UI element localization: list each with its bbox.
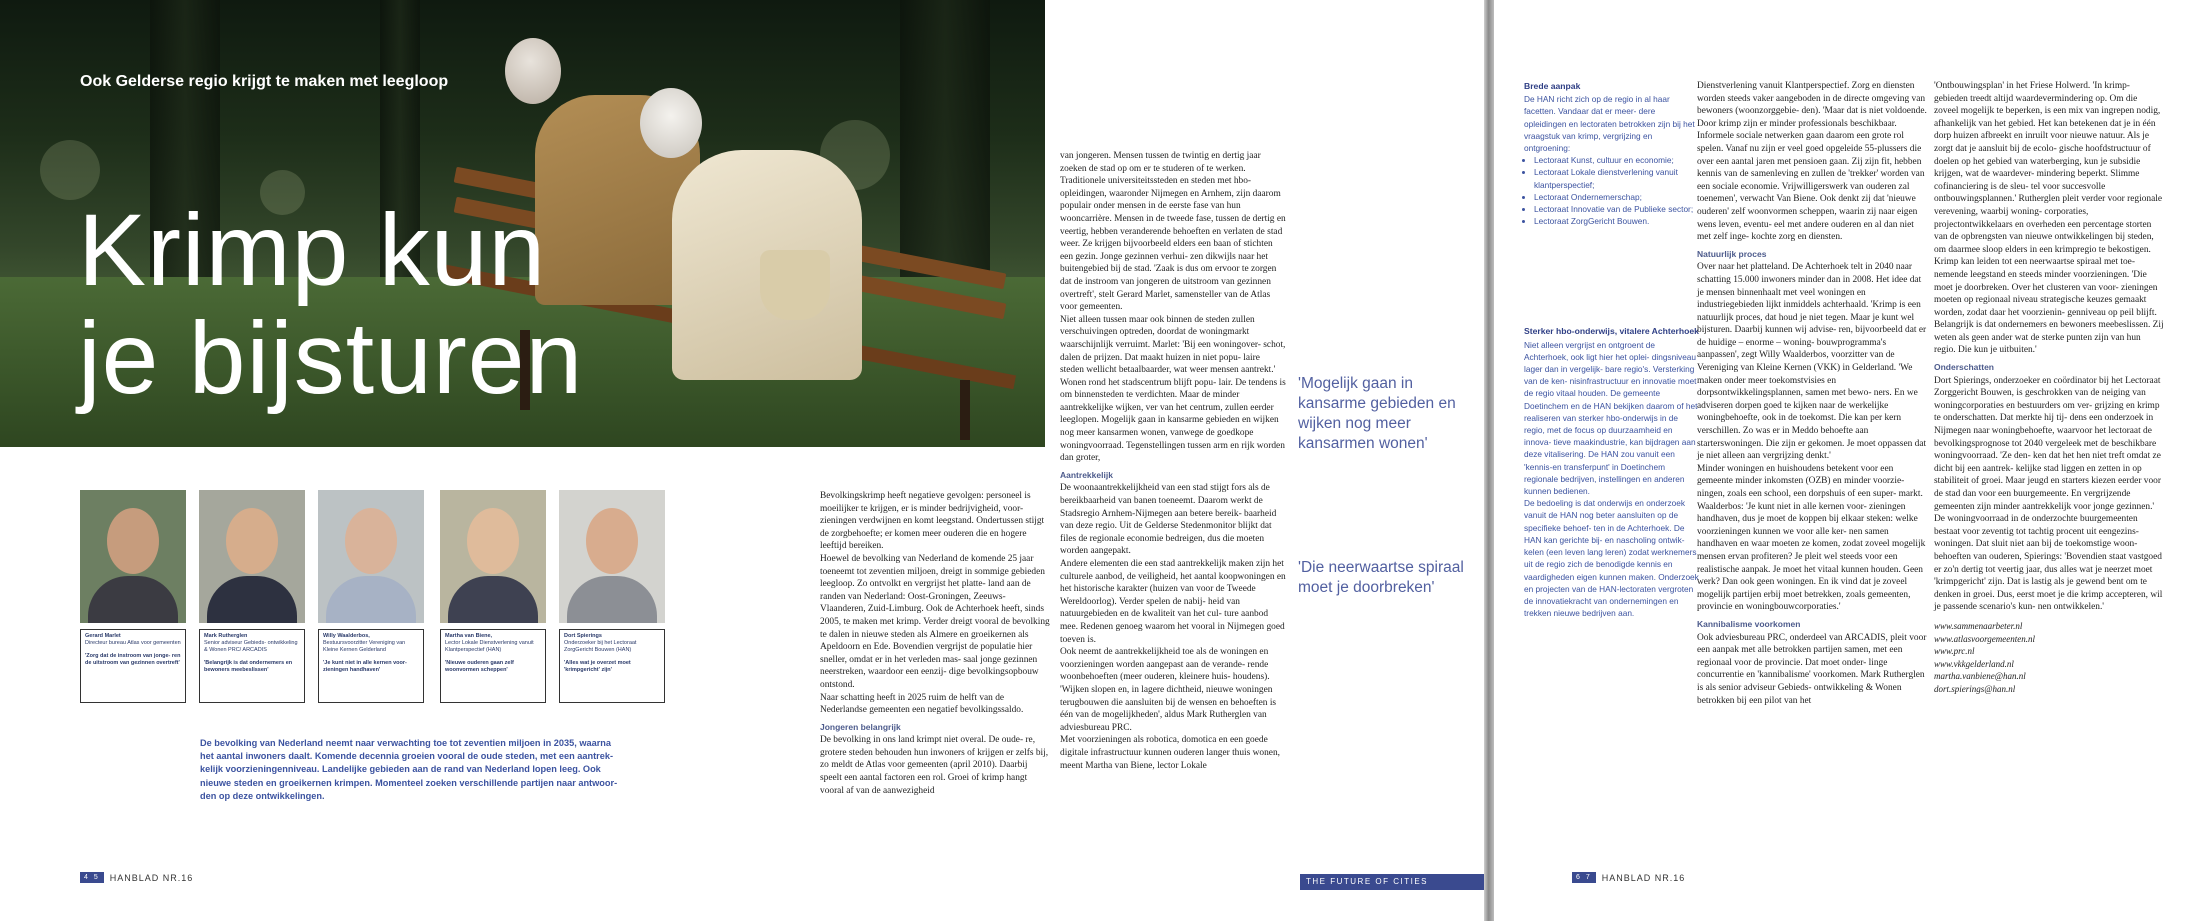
pull-quote: 'Die neerwaartse spiraal moet je doorbreken' xyxy=(1298,559,1464,596)
list-item: • Lectoraat Ondernemerschap; xyxy=(1534,191,1700,203)
person-quote: 'Nieuwe ouderen gaan zelf woonvormen scheppen' xyxy=(445,660,514,673)
sidebar-paragraph: Niet alleen vergrijst en ontgroent de Achterhoek, ook ligt hier het oplei- dingsniveau lager dan in vergelijk- bare regio's. Versterking van de ken- nisinfrastructuur en innovatie moet de regio vitaal houden. De gemeente Doetinchem en de HAN bekijken daarom of het realiseren van sterker hbo-onderwijs in de regio, met de focus op duurzaamheid en innova- tieve maakindustrie, kan bijdragen aan deze vitalisering. De HAN zou vanuit een 'kennis-en transferpunt' in Doetinchem regionale bedrijven, instellingen en anderen kunnen bedienen. xyxy=(1524,339,1698,497)
email-link[interactable]: dort.spierings@han.nl xyxy=(1934,683,2016,694)
body-paragraph: 'Ontbouwingsplan' in het Friese Holwerd. 'In krimp- gebieden treedt altijd waardevermindering op. Om die zoveel mogelijk te beperken, is een mix van ingrepen nodig, afhankelijk van het gebied. Het kan betekenen dat je in één dorp huizen afbreekt en inruilt voor nieuwe natuur. Als je zorgt dat je aansluit bij de ecolo- gische hoofdstructuur of doelen op het gebied van waterberging, kun je subsidie krijgen, wat de waardever- mindering beperkt. Slimme cofinanciering is de sleu- tel voor succesvolle ontbouwingsplannen.' Rutherglen pleit verder voor regionale verevening, waarbij woning- corporaties, projectontwikkelaars en overheden een percentage storten van de opbrengsten van nieuwe ontwikkelingen bij steden, om daarmee sloop elders in een krimpregio te bekostigen. xyxy=(1934,81,2163,255)
lectorate-list xyxy=(1524,154,1700,227)
body-column xyxy=(1697,80,1927,707)
face xyxy=(345,508,397,574)
person-name: Dort Spierings xyxy=(564,633,602,639)
page-folio xyxy=(80,872,193,883)
face xyxy=(467,508,519,574)
portrait-photo xyxy=(559,490,665,623)
person-role: Bestuursvoorzitter Vereniging van Kleine Kernen Gelderland xyxy=(323,640,406,653)
page-number: 4 5 xyxy=(80,872,104,883)
bokeh-light xyxy=(40,140,100,200)
portrait-caption xyxy=(318,629,424,703)
portrait-caption xyxy=(559,629,665,703)
body-paragraph: Naar schatting heeft in 2025 ruim de helft van de Nederlandse gemeenten een negatief bevolkingssaldo. xyxy=(820,692,1024,716)
shoulders xyxy=(448,576,538,623)
person-quote: 'Alles wat je overzet moet 'krimpgericht' zijn' xyxy=(564,660,631,673)
hero-kicker: Ook Gelderse regio krijgt te maken met leegloop xyxy=(80,73,449,90)
list-item: • Lectoraat ZorgGericht Bouwen. xyxy=(1534,215,1700,227)
hero-photo xyxy=(0,0,1045,447)
portrait-caption xyxy=(440,629,546,703)
body-paragraph: Andere elementen die een stad aantrekkelijk maken zijn het culturele aanbod, de veiligheid, het aantal koopwoningen en het historische karakter (huizen van voor de Tweede Wereldoorlog). Verder spelen de nabij- heid van natuurgebieden en de kwaliteit van het cul- ture aanbod mee. Redenen genoeg waarom het vooral in Nijmegen goed toeven is. xyxy=(1060,559,1286,645)
magazine-name: HANBLAD NR.16 xyxy=(109,872,194,883)
body-paragraph: Minder woningen en huishoudens betekent voor een gemeente minder inkomsten (OZB) en minder voorzie- ningen, zoals een school, een dorpshuis of een super- markt. Waalderbos: 'Je kunt niet in alle kernen voor- zieningen handhaven, dus je moet de koppen bij elkaar steken: welke voorzieningen kunnen we voor alle ker- nen samen handhaven en waar moeten ze komen, zodat zoveel mogelijk mensen ervan profiteren? Je pleit wel steeds voor een realistische aanpak. Je moet het vitaal kunnen houden. Geen werk? Dan ook geen woningen. En ik vind dat je zoveel mogelijk partijen erbij moet betrekken, zoals gemeenten, provincie en woningbouwcorporaties.' xyxy=(1697,463,1926,613)
person-name: Gerard Marlet xyxy=(85,633,121,639)
body-paragraph: Hoewel de bevolking van Nederland de komende 25 jaar toeneemt tot zeventien miljoen, dreigt in sommige gebieden leegloop. Zo ontvolkt en vergrijst het platte- land aan de randen van Nederland: Oost-Groningen, Zeeuws-Vlaanderen, Zuid-Limburg. Ook de Achterhoek heeft, sinds 2005, te maken met krimp. Verder dreigt vooral de bevolking te dalen in nieuwe steden als Almere en groeikernen als Apeldoorn en Ede. Bovendien vergrijst de populatie hier sneller, omdat er in het verleden mas- saal jonge gezinnen neerstreken, waardoor een eenzij- dige bevolkingsopbouw ontstond. xyxy=(820,553,1050,690)
body-paragraph: Ook adviesbureau PRC, onderdeel van ARCADIS, pleit voor een aanpak met alle betrokken partijen samen, met een regionaal voor de provincie. Dat moet onder- linge concurrentie en 'kannibalisme' voorkomen. Mark Rutherglen is als senior adviseur Gebieds- ontwikkeling & Wonen betrokken bij een pilot van het xyxy=(1697,632,1927,706)
body-column xyxy=(1934,80,2164,696)
page-gutter xyxy=(1484,0,1494,921)
portrait-card xyxy=(199,490,305,703)
body-paragraph: Dort Spierings, onderzoeker en coördinator bij het Lectoraat Zorggericht Bouwen, is geschrokken van de neiging van woningcorporaties en bestuurders om ver- grijzing en krimp te onderschatten. Dat merkte hij tij- dens een onderzoek in Nijmegen naar woningbehoefte, waarvoor het lectoraat de bevolkingsprognose tot 2040 vergeleek met de beschikbare woningvoorraad. 'Ze den- ken dat het hen niet treft omdat ze dicht bij een aantrek- kelijke stad liggen en zetten in op stabiliteit of groei. Maar jeugd en starters kiezen eerder voor de stad dan voor een buurgemeente. En vergrijzende gemeenten zijn minder aantrekkelijk voor jonge gezinnen.' xyxy=(1934,375,2161,512)
web-link[interactable]: www.atlasvoorgemeenten.nl xyxy=(1934,633,2035,644)
body-paragraph: Ook neemt de aantrekkelijkheid toe als de woningen en voorzieningen worden aangepast aan de verande- rende woonbehoeften (meer ouderen, kleinere huis- houdens). 'Wijken slopen en, in lagere dichtheid, nieuwe woningen terugbouwen die aansluiten bij de wensen en behoeften is één van de mogelijkheden', aldus Mark Rutherglen van adviesbureau PRC. xyxy=(1060,647,1277,733)
article-title xyxy=(78,193,584,415)
list-item: • Lectoraat Kunst, cultuur en economie; xyxy=(1534,154,1700,166)
sidebar-paragraph: De bedoeling is dat onderwijs en onderzoek vanuit de HAN nog beter aansluiten op de specifieke behoef- ten in de Achterhoek. De HAN kan gerichte bij- en nascholing ontwik- kelen (een leven lang leren) zodat werknemers uit de regio zich de benodigde kennis en vaardigheden eigen kunnen maken. Onderzoek en projecten van de HAN-lectoraten vergroten de innovatiekracht van ondernemingen en trekken nieuwe bedrijven aan. xyxy=(1524,498,1699,619)
body-paragraph: De woonaantrekkelijkheid van een stad stijgt fors als de bereikbaarheid van banen toeneemt. Daarom werkt de Stadsregio Arnhem-Nijmegen aan betere bereik- baarheid van deze regio. Uit de Gelderse Stedenmonitor blijkt dat files de regionale economie bedreigen, dus die moeten worden aangepakt. xyxy=(1060,483,1277,557)
page-number: 6 7 xyxy=(1572,872,1596,883)
shoulders xyxy=(567,576,657,623)
shoulders xyxy=(207,576,297,623)
sidebar-box xyxy=(1524,80,1700,619)
portrait-caption xyxy=(80,629,186,703)
portrait-card xyxy=(80,490,186,703)
sidebar-heading: Sterker hbo-onderwijs, vitalere Achterhoek xyxy=(1524,326,1699,337)
section-label: THE FUTURE OF CITIES xyxy=(1300,874,1484,890)
web-link[interactable]: www.prc.nl xyxy=(1934,646,1975,657)
shoulders xyxy=(88,576,178,623)
body-column xyxy=(820,490,1050,797)
magazine-name: HANBLAD NR.16 xyxy=(1601,872,1686,883)
body-paragraph: Bevolkingskrimp heeft negatieve gevolgen: personeel is moeilijker te krijgen, er is minder bedrijvigheid, voor- zieningen verdwijnen en komt leegstand. Ondertussen stijgt de zorgbehoefte; er komen meer ouderen die en hogere leeftijd bereiken. xyxy=(820,491,1045,552)
person-quote: 'Je kunt niet in alle kernen voor- zieningen handhaven' xyxy=(323,660,407,673)
person-role: Senior adviseur Gebieds- ontwikkeling & Wonen PRC/ ARCADIS xyxy=(204,640,298,653)
bench-leg xyxy=(960,380,970,440)
web-link[interactable]: www.vkkgelderland.nl xyxy=(1934,658,2014,669)
subheading: Jongeren belangrijk xyxy=(820,721,901,732)
person-name: Willy Waalderbos, xyxy=(323,633,370,639)
subheading: Natuurlijk proces xyxy=(1697,248,1767,259)
body-column xyxy=(1060,150,1286,772)
portrait-photo xyxy=(199,490,305,623)
body-paragraph: De woningvoorraad in de onderzochte buurgemeenten bestaat voor zeventig tot tachtig procent uit eengezins- woningen. Dat sluit niet aan bij de toekomstige woon- behoeften van ouderen, Spierings: 'Bovendien staat vastgoed er zo'n dertig tot veertig jaar, dus alles wat je neerzet moet 'krimpgericht' zijn. Dat is lastig als je gewend bent om te denken in groei. Dus, eerst moet je die krimp accepteren, wil je passende scenario's kun- nen ontwikkelen.' xyxy=(1934,514,2163,613)
body-paragraph: Niet alleen tussen maar ook binnen de steden zullen verschuivingen optreden, doordat de woningmarkt waarschijnlijk verruimt. Marlet: 'Bij een woningover- schot, dalen de prijzen. Dat maakt huizen in niet popu- laire steden wellicht betaalbaarder, wat weer mensen aantrekt.' Wonen rond het stadscentrum blijft popu- lair. De tendens is om binnensteden te verdichten. Maar de minder aantrekkelijke wijken, ver van het centrum, zullen eerder leeglopen. Mogelijk gaan in kansarme gebieden en wijken nog meer kansarmen wonen, vanwege de goedkope woningvoorraad. Tegenstellingen tussen arm en rijk worden dan groter, xyxy=(1060,314,1286,464)
portrait-card xyxy=(559,490,665,703)
pull-quote: 'Mogelijk gaan in kansarme gebieden en wijken nog meer kansarmen wonen' xyxy=(1298,375,1456,452)
body-paragraph: De bevolking in ons land krimpt niet overal. De oude- re, grotere steden behouden hun inwoners of krijgen er zelfs bij, zo meldt de Atlas voor gemeenten (april 2010). Daarbij speelt een aantal factoren een rol. Groei of krimp hangt vooral af van de aanwezigheid xyxy=(820,735,1049,796)
portrait-photo xyxy=(318,490,424,623)
person-role: Directeur bureau Atlas voor gemeenten xyxy=(85,640,181,646)
face xyxy=(586,508,638,574)
person-quote: 'Zorg dat de instroom van jonge- ren de uitstroom van gezinnen overtreft' xyxy=(85,653,181,666)
subheading: Onderschatten xyxy=(1934,362,1994,373)
person-name: Martha van Biene, xyxy=(445,633,493,639)
person-role: Lector Lokale Dienstverlening vanuit Klantperspectief (HAN) xyxy=(445,640,534,653)
body-paragraph: van jongeren. Mensen tussen de twintig en dertig jaar zoeken de stad op om er te studeren of te werken. Traditionele universiteitssteden en steden met hbo- opleidingen, waaronder Nijmegen en Arnhem, zijn daarom populair onder mensen in de eerste fase van hun wooncarrière. Mensen in de tweede fase, tussen de dertig en veertig, hebben veranderende behoeften en verlaten de stad weer. Ze krijgen bijvoorbeeld elders een baan of stichten een gezin. Jonge gezinnen verhui- zen dikwijls naar het buitengebied bij de stad. 'Zaak is dus om ervoor te zorgen dat de instroom van jongeren de uitstroom van gezinnen overtreft', stelt Gerard Marlet, samensteller van de Atlas voor gemeenten. xyxy=(1060,151,1286,313)
sidebar-heading: Brede aanpak xyxy=(1524,81,1581,91)
body-paragraph: Over naar het platteland. De Achterhoek telt in 2040 naar schatting 15.000 inwoners minder dan in 2008. Het idee dat je mensen binnenhaalt met veel woningen en industriegebieden lijkt inmiddels achterhaald. 'Krimp is een natuurlijk proces, dat houd je niet tegen. Maar je kunt wel bijsturen. Daarbij kunnen wij advise- ren, bijvoorbeeld dat er de huidige – enorme – woning- bouwprogramma's aanpassen', zegt Willy Waalderbos, voorzitter van de Vereniging van Kleine Kernen (VKK) in Gelderland. 'We maken onder meer toekomstvisies en dorpsontwikkelingsplannen, samen met bewo- ners. En we adviseren dorpen goed te kijken naar de werkelijke woningbehoefte, ook in de toekomst. Die kan per kern verschillen. Zo was er in Meddo behoefte aan starterswoningen. Die zijn er gekomen. Je moet oppassen dat je niet alleen aan vergrijzing denkt.' xyxy=(1697,262,1927,462)
portrait-card xyxy=(318,490,424,703)
body-paragraph: Krimp kan leiden tot een neerwaartse spiraal met toe- nemende leegstand en steeds minder voorzieningen. 'Die moet je doorbreken. Over het clusteren van voor- zieningen moeten op regionaal niveau strategische keuzes gemaakt worden, zodat daar het voorzienin- genniveau op peil blijft. Belangrijk is dat ondernemers en bewoners meebeslissen. Zij weten als geen ander wat de sterke punten zijn van hun regio. Die kun je uitbuiten.' xyxy=(1934,257,2164,356)
portrait-caption xyxy=(199,629,305,703)
portrait-photo xyxy=(440,490,546,623)
body-paragraph: Dienstverlening vanuit Klantperspectief. Zorg en diensten worden steeds vaker aangeboden in de directe omgeving van bewoners (woonzorggebie- den). 'Maar dat is niet voldoende. Door krimp zijn er minder professionals beschikbaar. Informele sociale netwerken gaan daarom een grote rol spelen. Vanaf nu zijn er veel goed opgeleide 55-plussers die over een aantal jaren met pensioen gaan. Zij zijn fit, hebben kennis van de samenleving en zullen de 'trekker' worden van een sociale economie. Vrijwilligerswerk van ouderen zal toenemen', verwacht Van Biene. Ook denkt zij dat 'nieuwe ouderen' zelf woonvormen scheppen, waarin zij naar eigen wens leven, eventu- eel met andere ouderen en al dan niet met zelf inge- kochte zorg en diensten. xyxy=(1697,81,1927,243)
portrait-card xyxy=(440,490,546,703)
link-list xyxy=(1934,620,2164,696)
woman-head xyxy=(640,88,702,158)
jacket xyxy=(760,250,830,320)
web-link[interactable]: www.sammenaarbeter.nl xyxy=(1934,620,2023,631)
email-link[interactable]: martha.vanbiene@han.nl xyxy=(1934,671,2026,682)
person-name: Mark Rutherglen xyxy=(204,633,248,639)
title-line: Krimp kun xyxy=(78,193,547,307)
page-folio xyxy=(1572,872,1685,883)
shoulders xyxy=(326,576,416,623)
title-line: je bijsturen xyxy=(78,301,584,415)
list-item: • Lectoraat Lokale dienstverlening vanuit klantperspectief; xyxy=(1534,166,1700,190)
subheading: Aantrekkelijk xyxy=(1060,469,1113,480)
sidebar-intro: De HAN richt zich op de regio in al haar facetten. Vandaar dat er meer- dere opleidingen en lectoraten betrokken zijn bij het vraagstuk van krimp, vergrijzing en ontgroening: xyxy=(1524,94,1695,154)
subheading: Kannibalisme voorkomen xyxy=(1697,618,1801,629)
face xyxy=(107,508,159,574)
man-head xyxy=(505,38,561,104)
person-role: Onderzoeker bij het Lectoraat ZorgGericht Bouwen (HAN) xyxy=(564,640,637,653)
portrait-photo xyxy=(80,490,186,623)
person-quote: 'Belangrijk is dat ondernemers en bewoners meebeslissen' xyxy=(204,660,293,673)
body-paragraph: Met voorzieningen als robotica, domotica en een goede digitale infrastructuur kunnen ouderen langer thuis wonen, meent Martha van Biene, lector Lokale xyxy=(1060,735,1280,771)
list-item: • Lectoraat Innovatie van de Publieke sector; xyxy=(1534,203,1700,215)
intro-paragraph: De bevolking van Nederland neemt naar verwachting toe tot zeventien miljoen in 2035, waarna het aantal inwoners daalt. Komende decennia groeien vooral de oude steden, met een aantrek- kelijk voorzieningenniveau. Landelijke gebieden aan de rand van Nederland lopen leeg. Ook nieuwe steden en groeikernen krimpen. Momenteel zoeken verschillende partijen naar antwoor- den op deze ontwikkelingen. xyxy=(200,738,618,801)
face xyxy=(226,508,278,574)
